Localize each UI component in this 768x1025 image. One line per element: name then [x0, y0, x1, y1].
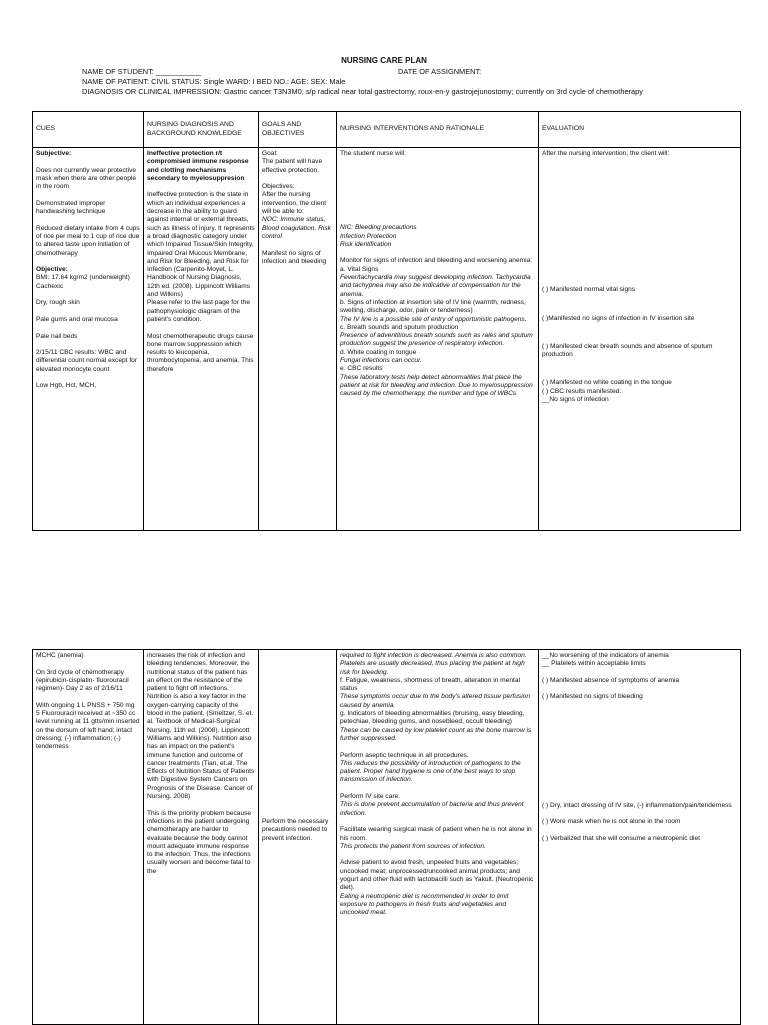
student-name-line: NAME OF STUDENT: ___________ — [82, 67, 202, 76]
diagnosis-text: This is the priority problem because infections in the patient undergoing chemotherapy are harder to evaluate because the body cannot mount adequate immune response to the infection. Thus, the infections usually worsen and become fatal to the — [147, 809, 252, 875]
intervention-text: d. White coating in tongue — [340, 348, 417, 356]
evaluation-item: __No worsening of the indicators of anemia — [542, 652, 669, 659]
intervention-text: Facilitate wearing surgical mask of patient when he is not alone in his room. — [340, 826, 532, 842]
cue-text: With ongoing 1 L PNSS + 750 mg 5 Fluorouracil received at ~350 cc level running at 11 gtts/min inserted on the dorsum of left hand; intact dressing; (-) inflammation; (-) tenderness — [36, 701, 140, 751]
patient-info-line: NAME OF PATIENT: CIVIL STATUS: Single WARD: I BED NO.: AGE: SEX: Male — [82, 77, 346, 86]
cue-text: MCHC (anemia) — [36, 652, 84, 659]
nic-item: Infection Protection — [340, 232, 397, 240]
diagnosis-cell — [144, 148, 259, 531]
cues-cell — [33, 148, 144, 531]
rationale-text: required to fight infection is decreased. Anemia is also common. Platelets are usually decreased, thus placing the patient at high risk for bleeding. — [340, 652, 527, 676]
evaluation-cell — [539, 148, 741, 531]
col-header-diagnosis: NURSING DIAGNOSIS AND BACKGROUND KNOWLEDGE — [144, 112, 259, 148]
interventions-cell — [337, 148, 539, 531]
intervention-text: f. Fatigue, weakness, shortness of breath, alteration in mental status — [340, 676, 520, 693]
col-header-goals: GOALS AND OBJECTIVES — [259, 112, 337, 148]
intervention-text: Perform IV site care. — [340, 793, 401, 801]
evaluation-item: ( ) Manifested clear breath sounds and absence of sputum production — [542, 342, 713, 359]
rationale-text: This protects the patient from sources of infection. — [340, 842, 486, 850]
cue-text: Does not currently wear protective mask when there are other people in the room — [36, 166, 137, 191]
evaluation-cell-continued — [539, 650, 741, 1025]
objectives-text: Objectives: After the nursing intervention, the client will be able to: — [262, 183, 327, 216]
cue-text: Pale nail beds — [36, 332, 78, 340]
care-plan-table-bottom — [32, 649, 741, 1025]
goal-text: Goal: The patient will have effective protection. — [262, 150, 323, 174]
rationale-text: Fungal infections can occur. — [340, 357, 422, 365]
interventions-intro: The student nurse will: — [340, 150, 406, 157]
evaluation-intro: After the nursing intervention, the client will: — [542, 150, 670, 157]
rationale-text: These laboratory tests help detect abnormalities that place the patient at risk for bleeding and infection. Due to myelosuppression caused by the chemotherapy, the number and type of WBCs — [340, 373, 533, 398]
diagnosis-text: increases the risk of infection and bleeding tendencies. Moreover, the nutritional status of the patient has an effect on the resistance of the patient to fight off infections. Nutrition is also a key factor in the oxygen-carrying capacity of the blood in the patient. (Smeltzer, S. et. al. Textbook of Medical-Surgical Nursing. 11th ed. (2008). Lippincott Williams and Wilkins). Nutrition also has an impact on the patient's immune function and outcome of cancer treatments (Tian, et.al. The Effects of Nutrition Status of Patients with Digestive System Cancers on Prognosis of the Disease. Cancer of Nursing. 2008) — [147, 652, 255, 801]
rationale-text: Fever/tachycardia may suggest developing infection. Tachycardia and tachypnea may also be indicative of compensation for the anemia. — [340, 274, 531, 298]
date-of-assignment: DATE OF ASSIGNMENT: — [398, 67, 482, 76]
evaluation-item: ( ) Wore mask when he is not alone in the room — [542, 818, 681, 826]
intervention-text: e. CBC results — [340, 365, 383, 373]
cues-cell-continued — [33, 650, 144, 1025]
cue-text: Cachexic — [36, 282, 64, 290]
cue-text: Reduced dietary intake from 4 cups of rice per meal to 1 cup of rice due to altered taste upon initiation of chemotherapy — [36, 224, 140, 257]
evaluation-item: __No signs of infection — [542, 396, 609, 404]
rationale-text: Eating a neutropenic diet is recommended in order to limit exposure to pathogens in fresh fruits and vegetables and uncooked meat. — [340, 892, 509, 917]
col-header-evaluation: EVALUATION — [539, 112, 741, 148]
cue-text: 2/15/11 CBC results: WBC and differential count normal except for elevated monocyte count — [36, 349, 138, 373]
evaluation-item: ( ) Manifested no white coating in the tongue — [542, 379, 672, 387]
nic-item: Risk identification — [340, 240, 392, 248]
objective-label: Objective: — [36, 266, 68, 274]
rationale-text: The IV line is a possible site of entry of opportunistic pathogens. — [340, 315, 527, 323]
intervention-text: Perform aseptic technique in all procedures. — [340, 751, 469, 759]
cue-text: Dry, rough skin — [36, 299, 80, 307]
diagnosis-text: Most chemotherapeutic drugs cause bone marrow suppression which results to leucopenia, thrombocytopenia, and anemia. This therefore — [147, 332, 254, 373]
diagnosis-text: Ineffective protection is the state in which an individual experiences a decrease in the ability to guard against internal or external threats, such as illness of injury. It represents a broad diagnostic category under which Impaired Tissue/Skin Integrity, Impaired Oral Mucous Membrane, and Risk for Bleeding, and Risk for Infection (Carpenito-Moyet, L. Handbook of Nursing Diagnosis, 12th ed. (2008). Lippincott Williams and Wilkins) — [147, 191, 255, 299]
rationale-text: Presence of adventitious breath sounds such as rales and sputum production suggest the presence of respiratory infection. — [340, 332, 533, 348]
rationale-text: This reduces the possibility of introduction of pathogens to the patient. Proper hand hygiene is one of the best ways to stop transmission of infection. — [340, 759, 521, 784]
evaluation-item: ( ) Verbalized that she will consume a neutropenic diet — [542, 834, 700, 842]
interventions-cell-continued — [337, 650, 539, 1025]
diagnosis-cell-continued — [144, 650, 259, 1025]
rationale-text: These can be caused by low platelet count as the bone marrow is further suppressed. — [340, 726, 532, 742]
subjective-label: Subjective: — [36, 150, 72, 157]
goals-cell-continued — [259, 650, 337, 1025]
evaluation-item: ( ) Manifested normal vital signs — [542, 286, 636, 294]
nursing-diagnosis: Ineffective protection r/t compromised immune response and clotting mechanisms secondary to myelosuppresion — [147, 150, 249, 182]
document-title: NURSING CARE PLAN — [341, 56, 427, 65]
cue-text: Low Hgb, Hct, MCH, — [36, 382, 97, 390]
evaluation-item: ( ) Dry, intact dressing of IV site, (-) inflammation/pain/tenderness — [542, 801, 732, 809]
evaluation-item: ( )Manifested no signs of infection in IV insertion site — [542, 314, 695, 322]
col-header-interventions: NURSING INTERVENTIONS AND RATIONALE — [337, 112, 539, 148]
care-plan-table-top — [32, 111, 741, 531]
evaluation-item: ( ) CBC results manifested: — [542, 387, 622, 395]
evaluation-item: __ Platelets within acceptable limits — [542, 660, 646, 668]
rationale-text: These symptoms occur due to the body's altered tissue perfusion caused by anemia. — [340, 693, 531, 709]
cue-text: On 3rd cycle of chemotherapy (epirubicin-cisplatin- fluorouracil regimen)- Day 2 as of 2/16/11 — [36, 668, 129, 693]
intervention-text: a. Vital Signs — [340, 265, 379, 273]
intervention-text: g. Indicators of bleeding abnormalities (bruising, easy bleeding, petechiae, bleeding gums, and nosebleed, occult bleeding) — [340, 710, 525, 726]
intervention-text: c. Breath sounds and sputum production — [340, 323, 459, 331]
diagnosis-line: DIAGNOSIS OR CLINICAL IMPRESSION: Gastric cancer T3N3M0, s/p radical near total gastrectomy, roux-en-y gastrojejunostomy; currently on 3rd cycle of chemotherapy — [82, 87, 643, 96]
evaluation-item: ( ) Manifested no signs of bleeding — [542, 693, 643, 701]
noc-text: NOC: Immune status, Blood coagulation, Risk control — [262, 216, 331, 240]
cue-text: Demonstrated improper handwashing technique — [36, 199, 106, 216]
intervention-text: Monitor for signs of infection and bleeding and worsening anemia: — [340, 257, 533, 265]
rationale-text: This is done prevent accumulation of bacteria and thus prevent infection. — [340, 801, 524, 817]
objective-item: Manifest no signs of infection and bleeding — [262, 249, 327, 265]
cue-text: BMI: 17.64 kg/m2 (underweight) — [36, 274, 130, 282]
diagnosis-text: Please refer to the last page for the pathophysiologic diagram of the patient's condition. — [147, 299, 250, 323]
objective-item: Perform the necessary precautions needed to prevent infection. — [262, 818, 329, 842]
evaluation-item: ( ) Manifested absence of symptoms of anemia — [542, 676, 680, 684]
col-header-cues: CUES — [33, 112, 144, 148]
intervention-text: Advise patient to avoid fresh, unpeeled fruits and vegetables; uncooked meat; unprocessed/uncooked animal products; and yogurt and other fluid with lactobacilli such as Yakult. (Neutropenic diet). — [340, 859, 534, 892]
nic-item: NIC: Bleeding precautions — [340, 224, 417, 232]
cue-text: Pale gums and oral mucosa — [36, 315, 118, 323]
goals-cell — [259, 148, 337, 531]
intervention-text: b. Signs of infection at insertion site of IV line (warmth, redness, swelling, discharge, odor, pain or tenderness) — [340, 298, 526, 315]
